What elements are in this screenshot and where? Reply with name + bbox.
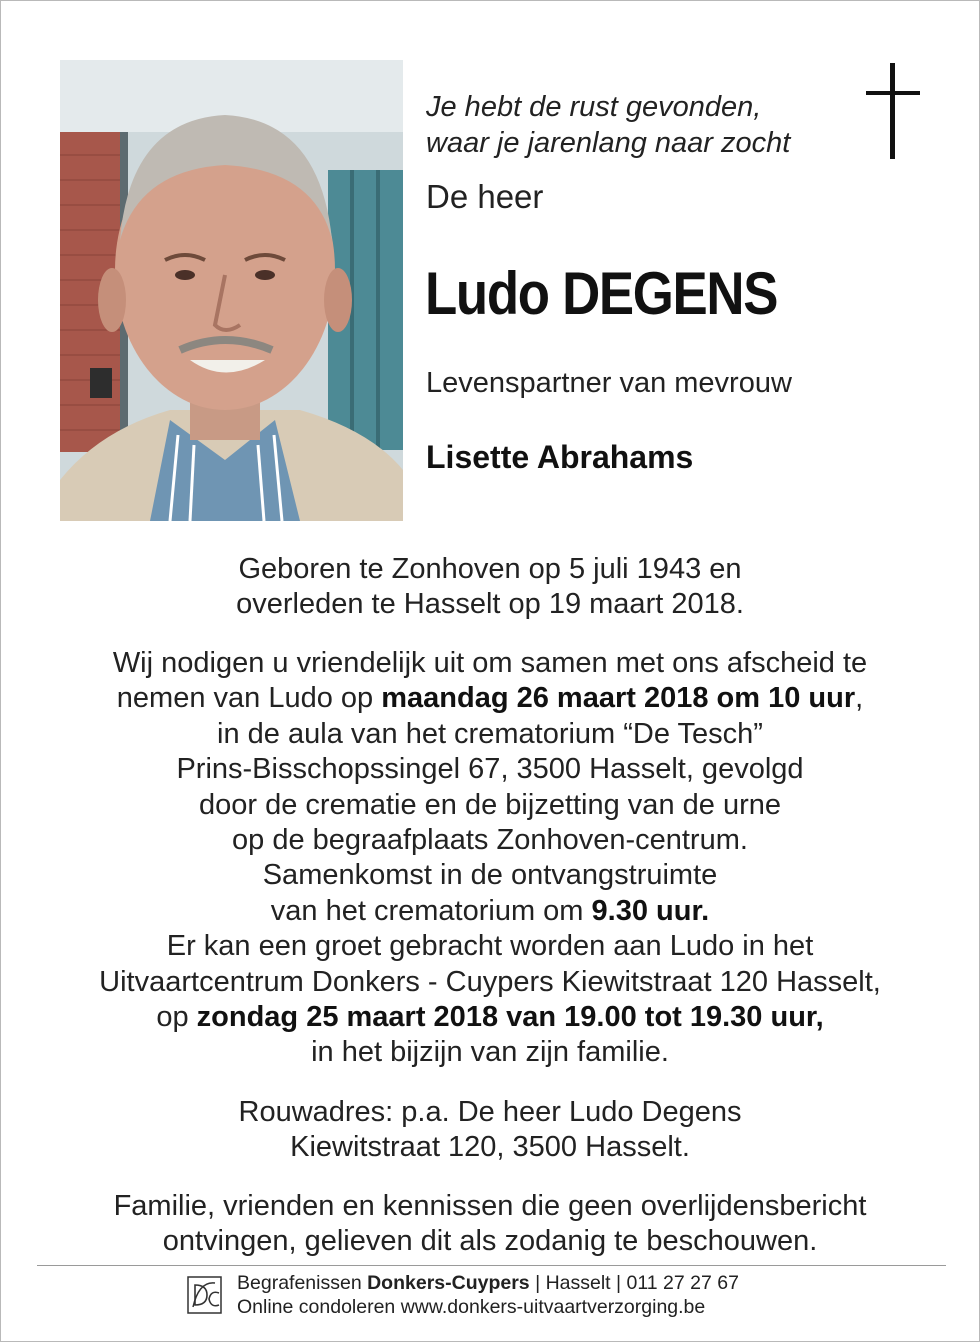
text-line: Wij nodigen u vriendelijk uit om samen met ons afscheid te bbox=[112, 647, 868, 679]
text-line: Rouwadres: p.a. De heer Ludo Degens bbox=[238, 1096, 742, 1128]
funeral-invitation bbox=[1, 646, 979, 1071]
footer-divider bbox=[37, 1265, 946, 1266]
company-name: Donkers-Cuypers bbox=[367, 1272, 530, 1294]
text-line: op de begraafplaats Zonhoven-centrum. bbox=[232, 824, 748, 857]
text-line: Familie, vrienden en kennissen die geen overlijdensbericht bbox=[113, 1190, 867, 1222]
text-line: nemen van Ludo op maandag 26 maart 2018 om 10 uur, bbox=[116, 682, 864, 715]
footer-condolence-line: Online condoleren www.donkers-uitvaartverzorging.be bbox=[237, 1296, 706, 1318]
birth-death-info bbox=[1, 552, 979, 623]
portrait-photo bbox=[60, 60, 403, 521]
gathering-time: 9.30 uur. bbox=[591, 894, 710, 927]
text-line: overleden te Hasselt op 19 maart 2018. bbox=[236, 588, 744, 621]
text-line: Prins-Bisschopssingel 67, 3500 Hasselt, gevolgd bbox=[176, 753, 804, 786]
closing-note bbox=[1, 1189, 979, 1260]
text-line: door de crematie en de bijzetting van de urne bbox=[199, 788, 781, 821]
ceremony-date: maandag 26 maart 2018 om 10 uur bbox=[381, 682, 856, 715]
partner-name: Lisette Abrahams bbox=[426, 439, 694, 475]
text-line: Geboren te Zonhoven op 5 juli 1943 en bbox=[238, 553, 742, 585]
footer-company-line: Begrafenissen Donkers-Cuypers | Hasselt | 011 27 27 67 bbox=[237, 1272, 739, 1294]
mourning-address bbox=[1, 1095, 979, 1166]
text-line: ontvingen, gelieven dit als zodanig te beschouwen. bbox=[162, 1225, 818, 1258]
partner-label: Levenspartner van mevrouw bbox=[426, 367, 792, 399]
motto-line: Je hebt de rust gevonden, bbox=[426, 91, 762, 123]
company-city: Hasselt bbox=[545, 1272, 611, 1294]
text-line: Kiewitstraat 120, 3500 Hasselt. bbox=[290, 1131, 690, 1164]
text-line: Er kan een groet gebracht worden aan Ludo in het bbox=[166, 930, 814, 963]
cross-icon bbox=[863, 63, 923, 161]
company-phone: 011 27 27 67 bbox=[626, 1272, 739, 1294]
motto bbox=[426, 89, 856, 161]
text-line: Uitvaartcentrum Donkers - Cuypers Kiewitstraat 120 Hasselt, bbox=[99, 965, 881, 998]
text-line: in de aula van het crematorium “De Tesch” bbox=[217, 717, 763, 750]
motto-line: waar je jarenlang naar zocht bbox=[426, 127, 791, 159]
visitation-date: zondag 25 maart 2018 van 19.00 tot 19.30 uur, bbox=[196, 1001, 824, 1034]
text-line: Samenkomst in de ontvangstruimte bbox=[262, 859, 718, 892]
text-line: in het bijzijn van zijn familie. bbox=[311, 1036, 669, 1069]
deceased-name: Ludo DEGENS bbox=[425, 260, 778, 327]
text-line: van het crematorium om 9.30 uur. bbox=[270, 894, 710, 927]
donkers-cuypers-logo-icon bbox=[185, 1273, 225, 1317]
text-line: op zondag 25 maart 2018 van 19.00 tot 19.30 uur, bbox=[156, 1001, 824, 1034]
honorific: De heer bbox=[426, 178, 544, 215]
